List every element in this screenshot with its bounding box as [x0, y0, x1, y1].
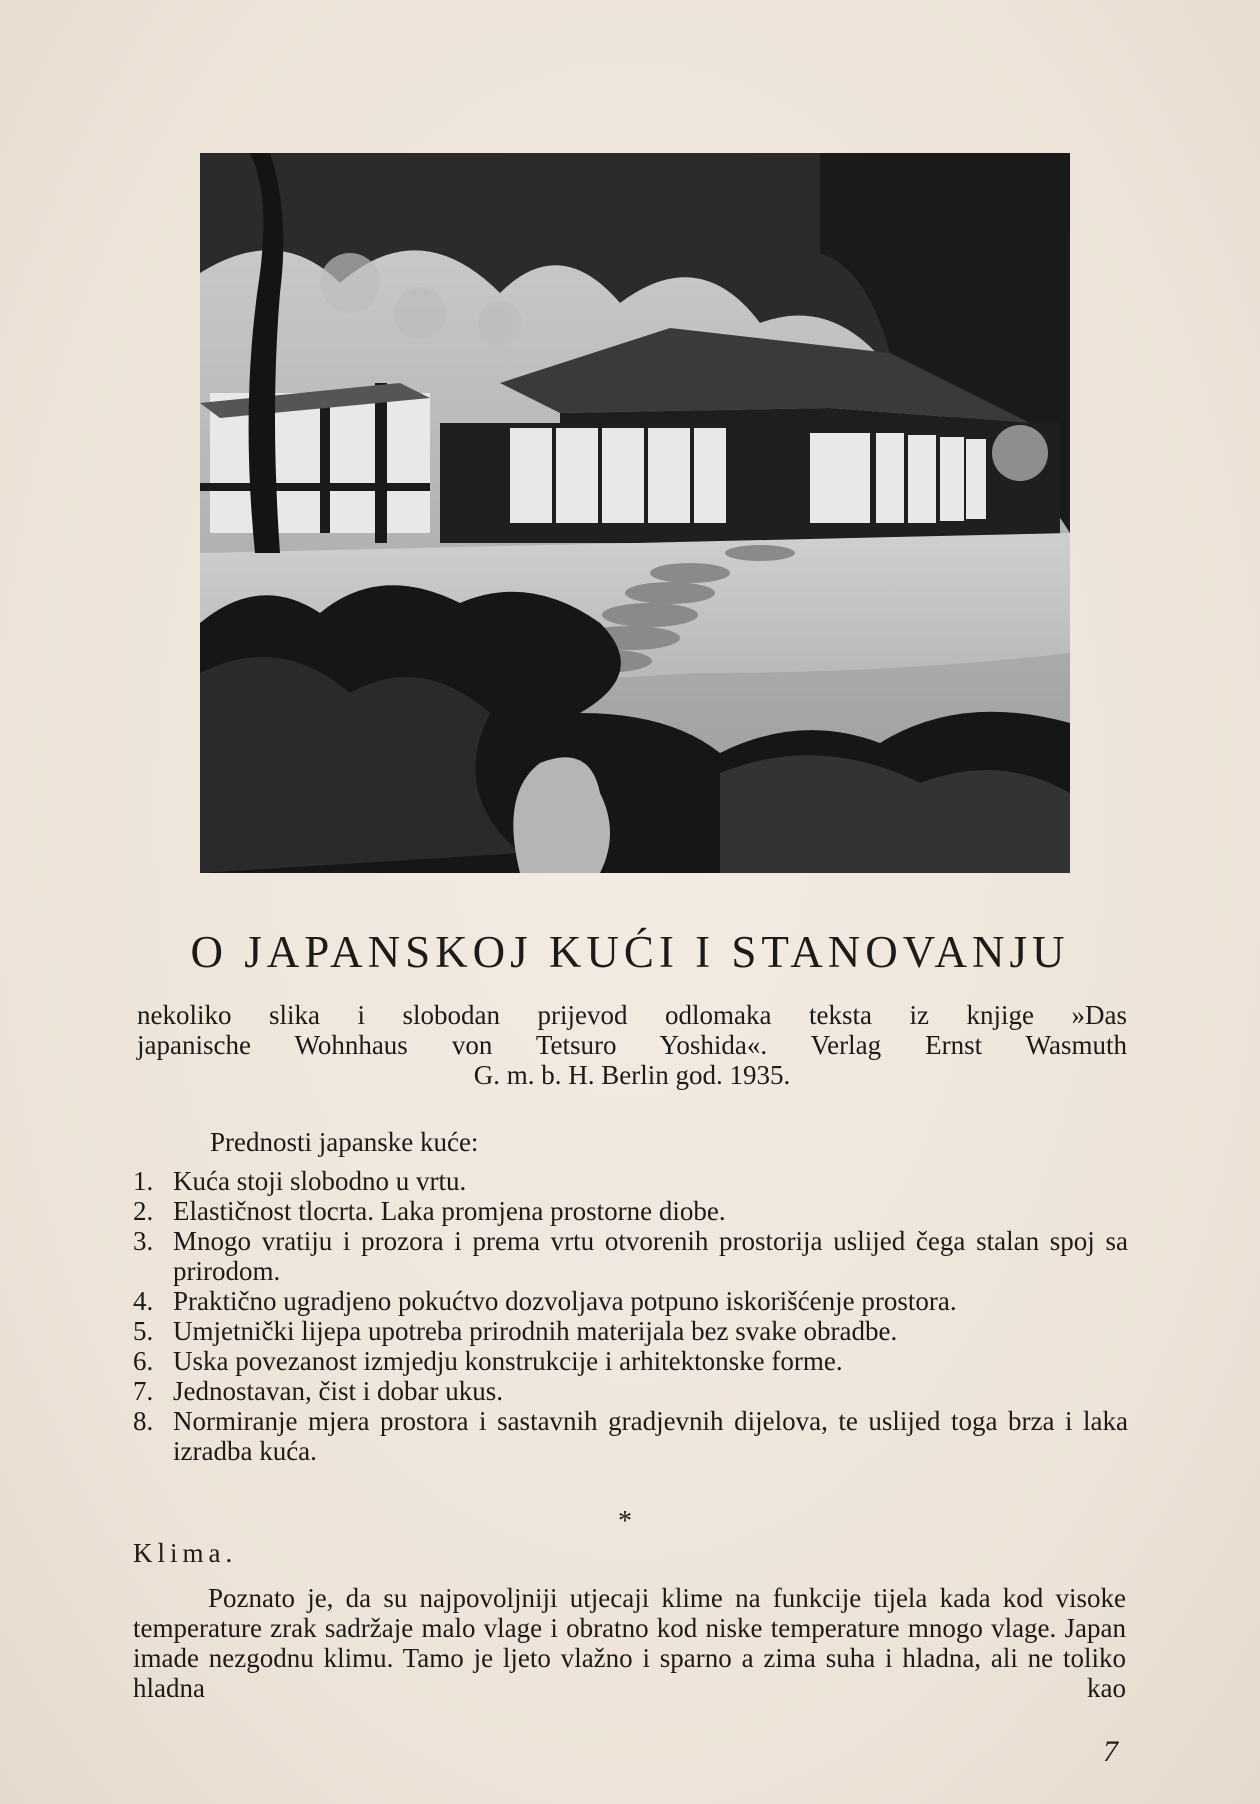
- list-item: [133, 1286, 1128, 1316]
- item-text: Mnogo vratiju i prozora i prema vrtu otvorenih prostorija uslijed čega stalan spoj sa prirodom.: [173, 1226, 1128, 1286]
- list-item: [133, 1376, 1128, 1406]
- list-lead: Prednosti japanske kuće:: [210, 1127, 479, 1157]
- list-item: [133, 1196, 1128, 1226]
- section-heading: Klima.: [133, 1538, 238, 1568]
- japanese-house-photo: [200, 153, 1070, 873]
- item-text: Praktično ugradjeno pokućtvo dozvoljava potpuno iskorišćenje prostora.: [173, 1286, 957, 1316]
- japanese-house-photo-icon: [200, 153, 1070, 873]
- item-number: 1.: [133, 1166, 154, 1196]
- body-paragraph: Poznato je, da su najpovoljniji utjecaji klime na funkcije tijela kada kod visoke temperature zrak sadržaje malo vlage i obratno kod niske temperature mnogo vlage. Japan imade nezgodnu klimu. Tamo je ljeto vlažno i sparno a zima suha i hladna, ali ne toliko hladna kao: [133, 1583, 1126, 1703]
- item-text: Jednostavan, čist i dobar ukus.: [173, 1376, 503, 1406]
- list-item: [133, 1406, 1128, 1466]
- subtitle-line: G. m. b. H. Berlin god. 1935.: [473, 1060, 791, 1090]
- item-text: Umjetnički lijepa upotreba prirodnih materijala bez svake obradbe.: [173, 1316, 898, 1346]
- item-text: Elastičnost tlocrta. Laka promjena prostorne diobe.: [173, 1196, 726, 1226]
- list-item: [133, 1316, 1128, 1346]
- item-text: Normiranje mjera prostora i sastavnih gradjevnih dijelova, te uslijed toga brza i laka izradba kuća.: [173, 1406, 1128, 1466]
- subtitle-line: japanische Wohnhaus von Tetsuro Yoshida«. Verlag Ernst Wasmuth: [137, 1030, 1127, 1060]
- list-item: [133, 1346, 1128, 1376]
- list-item: [133, 1166, 1128, 1196]
- item-text: Kuća stoji slobodno u vrtu.: [173, 1166, 467, 1196]
- item-number: 8.: [133, 1406, 154, 1436]
- item-number: 3.: [133, 1226, 154, 1256]
- item-number: 7.: [133, 1376, 154, 1406]
- article-title: O JAPANSKOJ KUĆI I STANOVANJU: [190, 927, 1070, 977]
- advantages-list: [133, 1166, 1128, 1466]
- article-subtitle: [137, 1000, 1127, 1090]
- item-number: 5.: [133, 1316, 154, 1346]
- subtitle-line: nekoliko slika i slobodan prijevod odlomaka teksta iz knjige »Das: [137, 1000, 1127, 1030]
- section-separator: *: [618, 1506, 632, 1537]
- page-number: 7: [1103, 1735, 1118, 1768]
- item-number: 6.: [133, 1346, 154, 1376]
- item-number: 4.: [133, 1286, 154, 1316]
- item-number: 2.: [133, 1196, 154, 1226]
- item-text: Uska povezanost izmjedju konstrukcije i arhitektonske forme.: [173, 1346, 843, 1376]
- list-item: [133, 1226, 1128, 1286]
